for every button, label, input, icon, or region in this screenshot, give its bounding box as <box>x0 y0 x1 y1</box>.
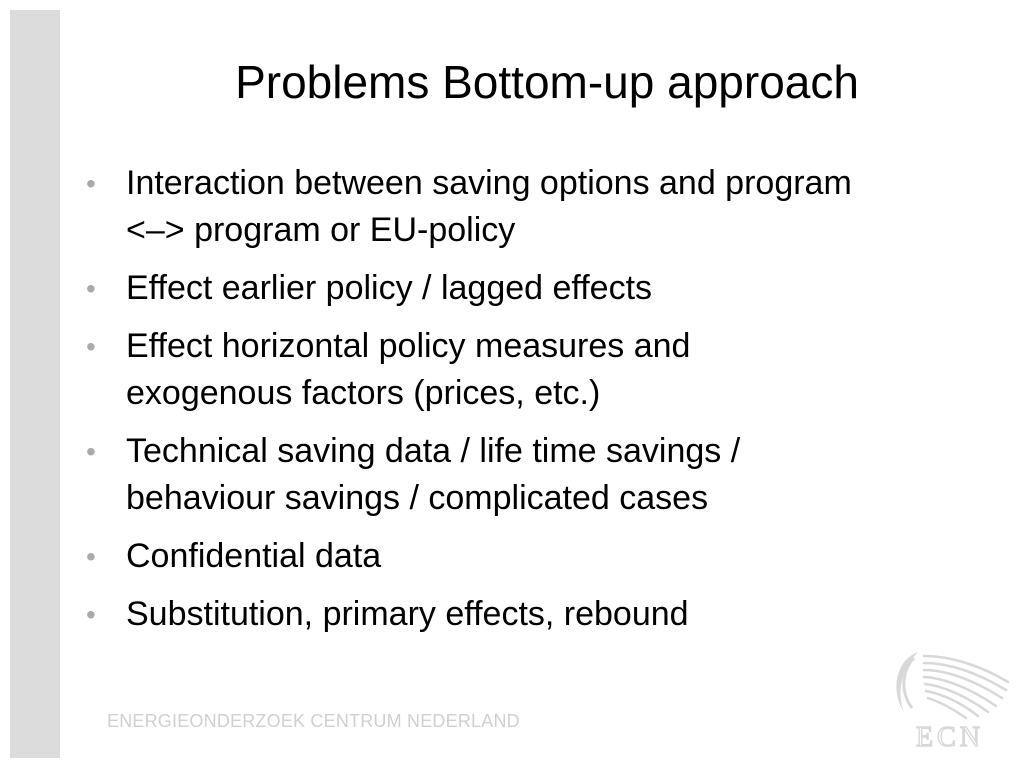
bullet-dot-icon: • <box>86 599 96 630</box>
bullet-item <box>86 323 866 417</box>
svg-text:ECN: ECN <box>916 722 984 752</box>
slide-title: Problems Bottom-up approach <box>235 56 859 108</box>
bullet-text: Confidential data <box>126 537 382 575</box>
bullet-item <box>86 533 866 580</box>
bullet-dot-icon: • <box>86 541 96 572</box>
bullet-item <box>86 160 866 254</box>
bullet-dot-icon: • <box>86 331 96 362</box>
bullet-dot-icon: • <box>86 168 96 199</box>
bullet-text: Substitution, primary effects, rebound <box>126 595 689 633</box>
side-band <box>10 10 60 758</box>
bullet-list <box>86 160 866 649</box>
ecn-logo-icon <box>888 642 1014 752</box>
bullet-text: Effect earlier policy / lagged effects <box>126 269 653 307</box>
bullet-text: Technical saving data / life time savings / behaviour savings / complicated cases <box>126 432 741 517</box>
bullet-item <box>86 591 866 638</box>
bullet-text: Effect horizontal policy measures and exogenous factors (prices, etc.) <box>126 327 691 412</box>
bullet-text: Interaction between saving options and program <–> program or EU-policy <box>126 164 852 249</box>
bullet-item <box>86 428 866 522</box>
footer-organization-name: ENERGIEONDERZOEK CENTRUM NEDERLAND <box>107 711 520 731</box>
bullet-dot-icon: • <box>86 273 96 304</box>
bullet-item <box>86 265 866 312</box>
bullet-dot-icon: • <box>86 436 96 467</box>
